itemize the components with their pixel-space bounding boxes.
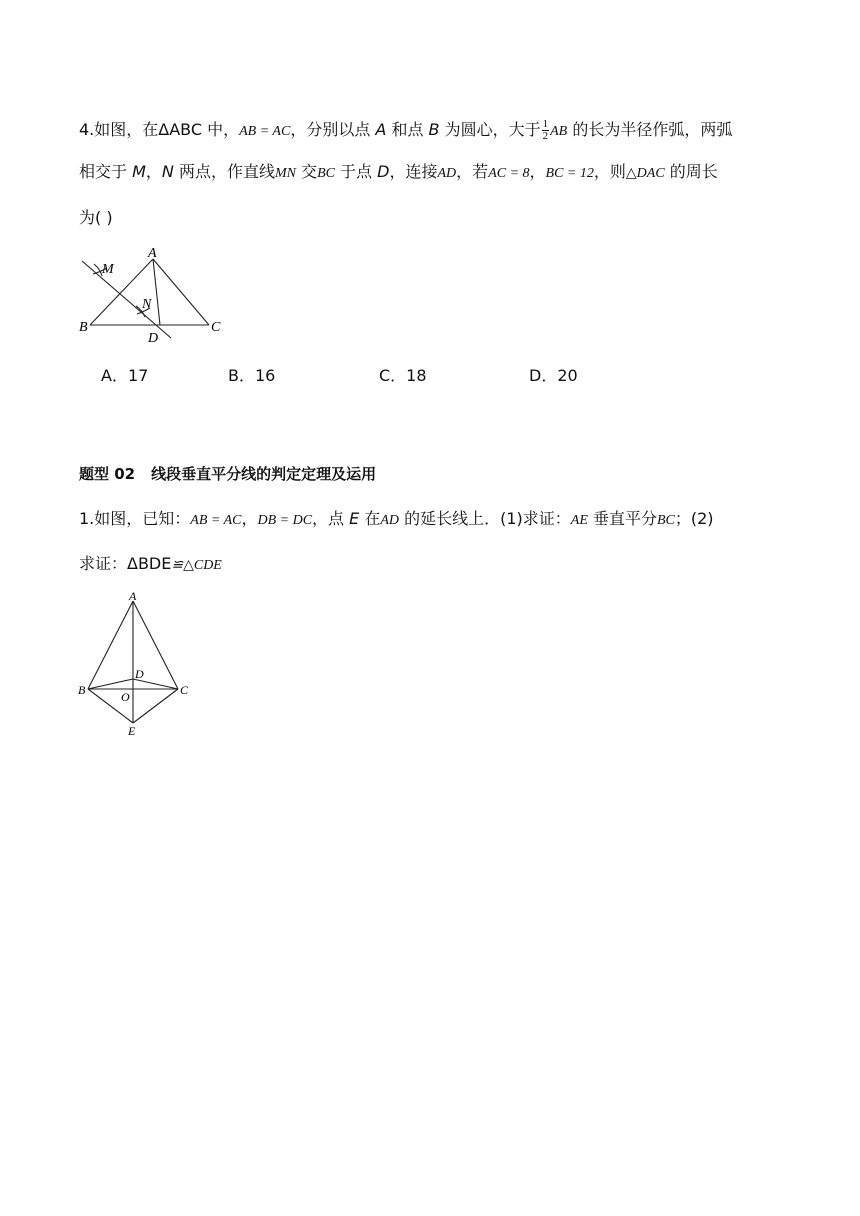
q4-math: BC = 12 (545, 166, 594, 181)
q4-text: ， (529, 162, 546, 181)
section-heading (79, 464, 376, 484)
q1-math: AE (570, 513, 588, 528)
segment-ab (88, 601, 133, 689)
q4-text: 为圆心，大于 (439, 120, 541, 139)
option-c: C．18 (379, 366, 427, 385)
q1-math: AD (380, 513, 400, 528)
q4-point: M (132, 162, 146, 181)
q4-text: ，则 (593, 162, 626, 181)
q4-text: 交 (295, 162, 318, 181)
label-o: O (121, 690, 130, 704)
q4-text: 4.如图，在ΔABC 中， (79, 120, 240, 139)
segment-ac (153, 259, 209, 325)
q1-math: DB = DC (257, 513, 313, 528)
q4-text: ，分别以点 (290, 120, 376, 139)
q4-math: BC (317, 166, 335, 181)
label-n: N (142, 297, 152, 312)
segment-ce (133, 689, 178, 723)
q1-math: ≌△CDE (171, 558, 222, 573)
q4-point: N (161, 162, 174, 181)
q4-text: 两点，作直线 (173, 162, 275, 181)
q1-text: ，点 (312, 509, 350, 528)
q1-text: 1.如图，已知： (79, 509, 191, 528)
q4-math: △DAC (625, 166, 665, 181)
fraction-one-half (542, 119, 550, 142)
q1-text: ， (241, 509, 258, 528)
q4-math: AC = 8 (488, 166, 530, 181)
q4-line-2 (79, 162, 718, 184)
q4-text: 的长为半径作弧，两弧 (567, 120, 733, 139)
label-b: B (78, 683, 86, 697)
q4-figure (78, 244, 228, 346)
q4-text: 于点 (334, 162, 378, 181)
q4-point: A (375, 120, 387, 139)
q1-math: AB = AC (190, 513, 242, 528)
label-e: E (128, 724, 136, 738)
q1-line-2 (79, 554, 222, 576)
option-b: B．16 (228, 366, 276, 385)
section-tag: 题型 02 (79, 465, 136, 483)
q1-text: 求证：ΔBDE (79, 554, 172, 573)
q1-figure (76, 590, 196, 738)
q4-text: ，若 (456, 162, 489, 181)
q4-text: ， (145, 162, 162, 181)
fraction-denominator: 2 (542, 130, 549, 142)
q1-math: BC (656, 513, 675, 528)
q1-line-1 (79, 509, 714, 531)
label-a: A (148, 246, 157, 261)
section-title: 线段垂直平分线的判定定理及运用 (151, 465, 377, 483)
q4-line-1 (79, 119, 732, 142)
q4-math: AB (550, 124, 568, 139)
segment-bd (88, 679, 133, 689)
q1-text: 垂直平分 (587, 509, 657, 528)
q1-point: E (349, 509, 360, 528)
label-c: C (180, 683, 189, 697)
q4-math: MN (274, 166, 296, 181)
label-a: A (129, 590, 137, 603)
option-a: A．17 (101, 366, 149, 385)
segment-ad (153, 259, 160, 325)
q4-point: D (377, 162, 390, 181)
option-d: D．20 (529, 366, 578, 385)
q4-text: 相交于 (79, 162, 133, 181)
q4-math: AD (437, 166, 457, 181)
q1-text: ；(2) (674, 509, 714, 528)
q4-math: AB = AC (239, 124, 291, 139)
label-m: M (102, 262, 114, 277)
fraction-numerator: 1 (542, 118, 549, 130)
q4-line-3 (79, 208, 113, 228)
q4-text: 的周长 (664, 162, 718, 181)
label-d: D (135, 667, 144, 681)
q4-text: 为( ) (79, 208, 113, 227)
label-d: D (148, 331, 159, 346)
label-c: C (211, 320, 221, 335)
q1-text: 在 (359, 509, 381, 528)
label-b: B (79, 320, 88, 335)
q4-text: 和点 (386, 120, 429, 139)
q1-text: 的延长线上．(1)求证： (399, 509, 571, 528)
q4-point: B (428, 120, 440, 139)
q4-text: ，连接 (389, 162, 438, 181)
